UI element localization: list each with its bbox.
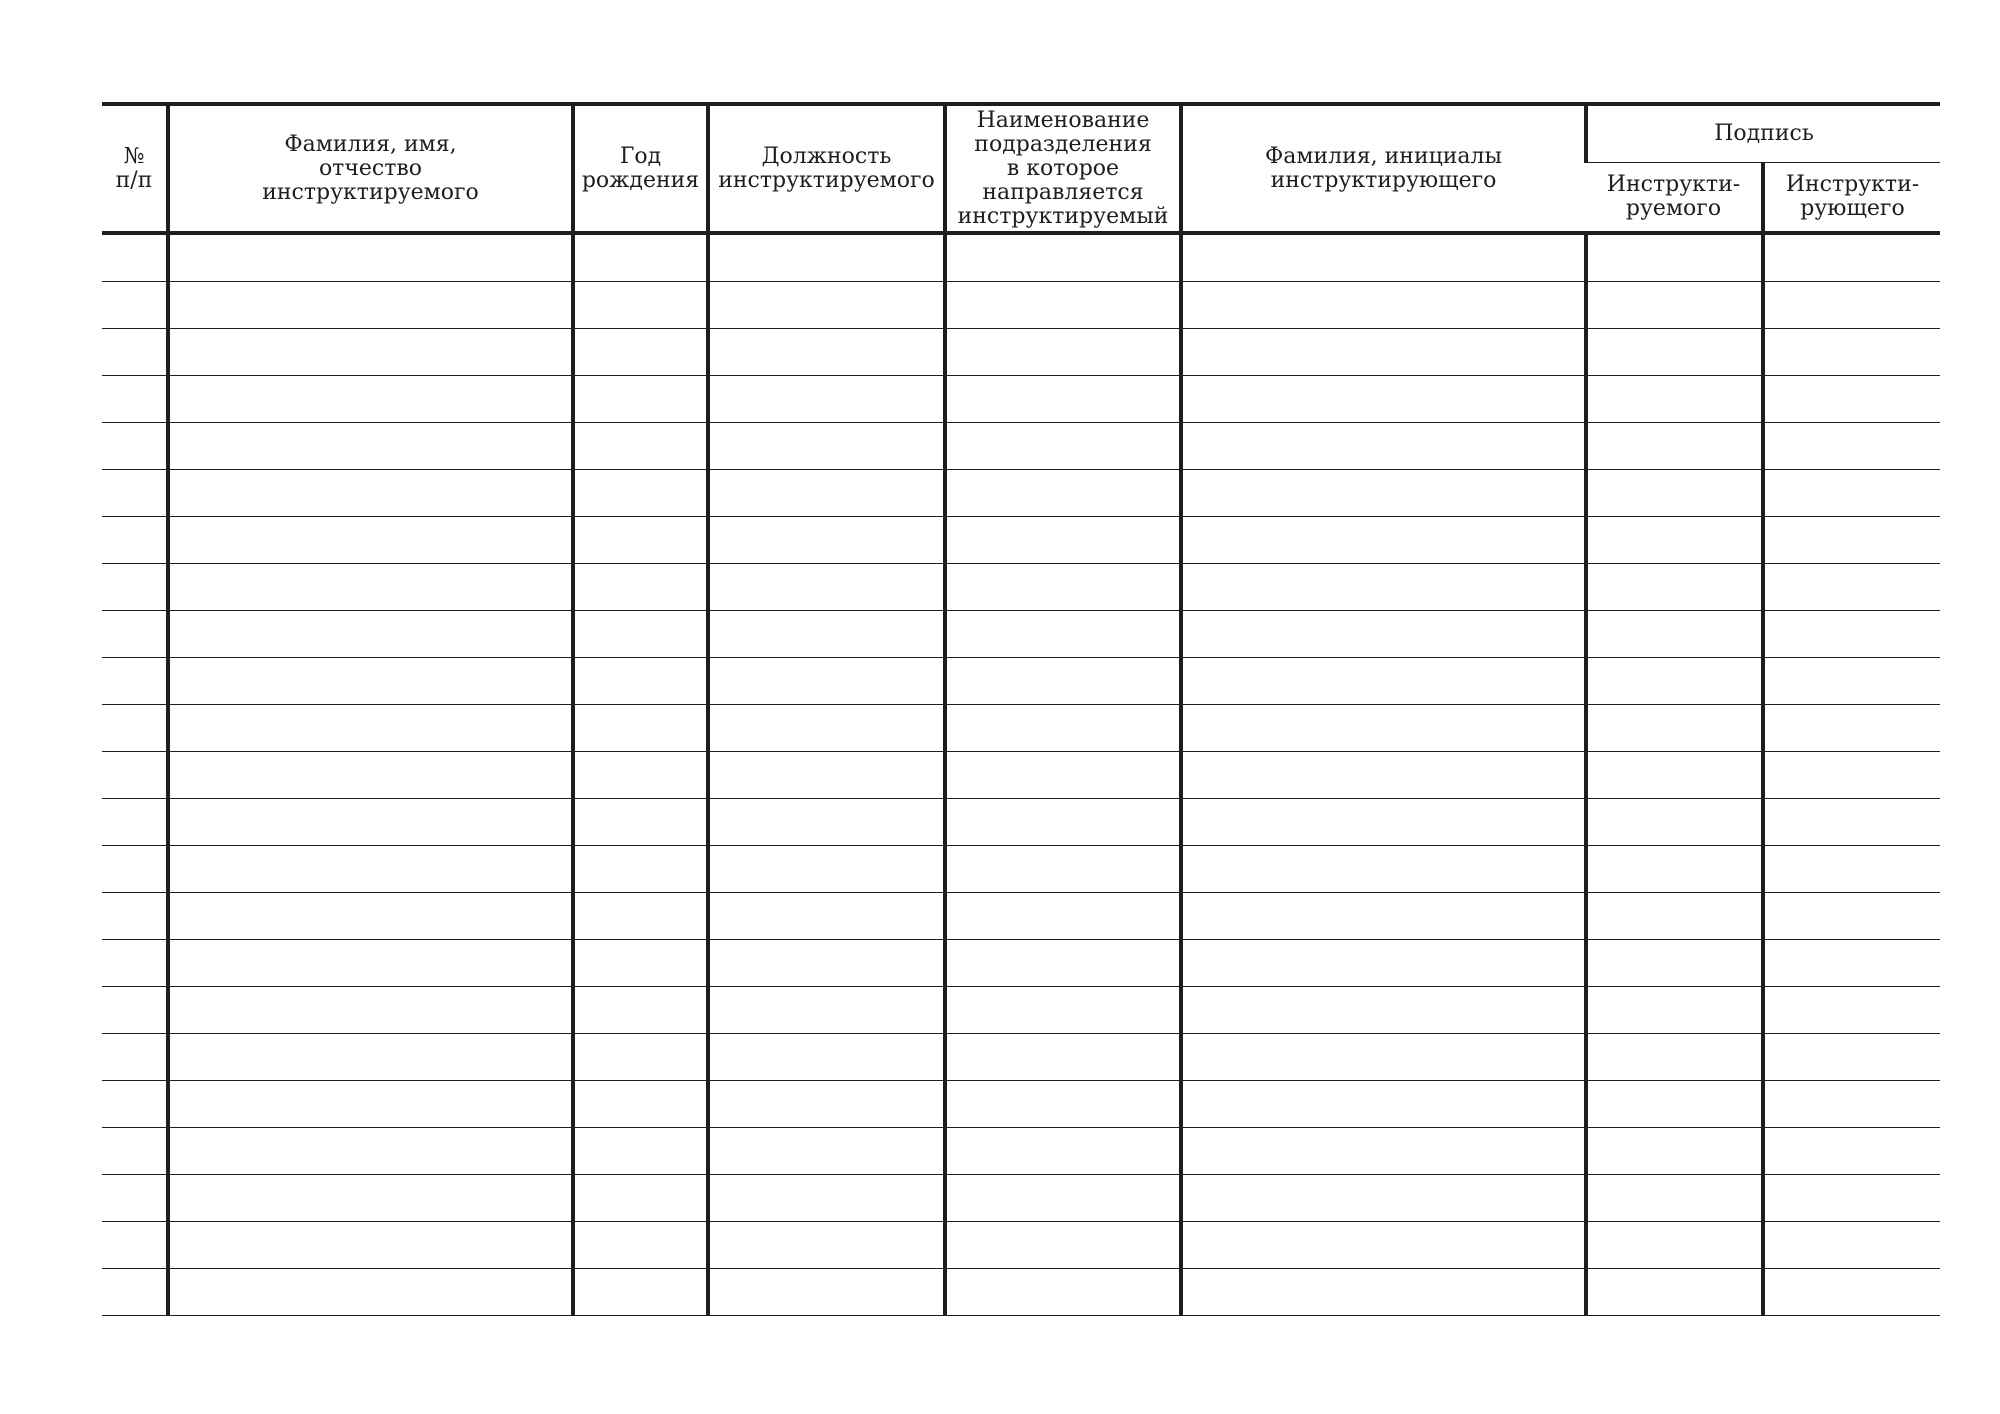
cell-full-name[interactable] — [168, 423, 573, 470]
cell-num[interactable] — [102, 1269, 168, 1316]
cell-full-name[interactable] — [168, 282, 573, 329]
cell-position[interactable] — [708, 329, 945, 376]
cell-department[interactable] — [945, 423, 1181, 470]
cell-full-name[interactable] — [168, 752, 573, 799]
cell-num[interactable] — [102, 233, 168, 282]
cell-department[interactable] — [945, 940, 1181, 987]
cell-department[interactable] — [945, 1175, 1181, 1222]
cell-department[interactable] — [945, 893, 1181, 940]
cell-full-name[interactable] — [168, 1034, 573, 1081]
table-row — [102, 1034, 1940, 1081]
cell-signature-instructor[interactable] — [1763, 752, 1940, 799]
cell-signature-instructor[interactable] — [1763, 1269, 1940, 1316]
cell-signature-instructor[interactable] — [1763, 1222, 1940, 1269]
table-row — [102, 987, 1940, 1034]
cell-department[interactable] — [945, 987, 1181, 1034]
cell-full-name[interactable] — [168, 1128, 573, 1175]
cell-full-name[interactable] — [168, 1175, 573, 1222]
header-signature-instructed: Инструкти- руемого — [1586, 163, 1763, 234]
cell-birth-year[interactable] — [573, 705, 708, 752]
cell-department[interactable] — [945, 799, 1181, 846]
cell-signature-instructed[interactable] — [1586, 423, 1763, 470]
table-row — [102, 1175, 1940, 1222]
cell-signature-instructed[interactable] — [1586, 329, 1763, 376]
cell-num[interactable] — [102, 893, 168, 940]
cell-num[interactable] — [102, 1034, 168, 1081]
cell-signature-instructed[interactable] — [1586, 940, 1763, 987]
cell-signature-instructed[interactable] — [1586, 1081, 1763, 1128]
table-row — [102, 799, 1940, 846]
table-row — [102, 329, 1940, 376]
cell-num[interactable] — [102, 470, 168, 517]
cell-full-name[interactable] — [168, 658, 573, 705]
table-row — [102, 1081, 1940, 1128]
cell-birth-year[interactable] — [573, 1128, 708, 1175]
cell-position[interactable] — [708, 611, 945, 658]
cell-department[interactable] — [945, 752, 1181, 799]
table-row — [102, 1128, 1940, 1175]
cell-department[interactable] — [945, 517, 1181, 564]
cell-birth-year[interactable] — [573, 799, 708, 846]
table-row — [102, 893, 1940, 940]
cell-department[interactable] — [945, 611, 1181, 658]
cell-instructor-name[interactable] — [1181, 1081, 1586, 1128]
cell-signature-instructor[interactable] — [1763, 423, 1940, 470]
cell-num[interactable] — [102, 611, 168, 658]
cell-signature-instructor[interactable] — [1763, 282, 1940, 329]
cell-signature-instructed[interactable] — [1586, 611, 1763, 658]
cell-signature-instructor[interactable] — [1763, 376, 1940, 423]
cell-birth-year[interactable] — [573, 329, 708, 376]
cell-full-name[interactable] — [168, 705, 573, 752]
cell-signature-instructed[interactable] — [1586, 233, 1763, 282]
cell-instructor-name[interactable] — [1181, 940, 1586, 987]
header-full-name: Фамилия, имя, отчество инструктируемого — [168, 104, 573, 233]
cell-birth-year[interactable] — [573, 940, 708, 987]
cell-position[interactable] — [708, 940, 945, 987]
cell-full-name[interactable] — [168, 893, 573, 940]
table-row — [102, 376, 1940, 423]
cell-birth-year[interactable] — [573, 893, 708, 940]
cell-num[interactable] — [102, 752, 168, 799]
table-row — [102, 752, 1940, 799]
cell-signature-instructor[interactable] — [1763, 658, 1940, 705]
table-row — [102, 846, 1940, 893]
cell-num[interactable] — [102, 564, 168, 611]
cell-signature-instructor[interactable] — [1763, 517, 1940, 564]
cell-position[interactable] — [708, 1269, 945, 1316]
cell-instructor-name[interactable] — [1181, 893, 1586, 940]
cell-num[interactable] — [102, 658, 168, 705]
cell-signature-instructor[interactable] — [1763, 799, 1940, 846]
cell-instructor-name[interactable] — [1181, 470, 1586, 517]
cell-signature-instructed[interactable] — [1586, 1128, 1763, 1175]
cell-position[interactable] — [708, 423, 945, 470]
header-department: Наименование подразделения в которое направляется инструктируемый — [945, 104, 1181, 233]
cell-birth-year[interactable] — [573, 1269, 708, 1316]
cell-birth-year[interactable] — [573, 1034, 708, 1081]
cell-signature-instructed[interactable] — [1586, 517, 1763, 564]
header-position: Должность инструктируемого — [708, 104, 945, 233]
cell-num[interactable] — [102, 376, 168, 423]
cell-num[interactable] — [102, 423, 168, 470]
cell-instructor-name[interactable] — [1181, 233, 1586, 282]
cell-department[interactable] — [945, 282, 1181, 329]
cell-birth-year[interactable] — [573, 423, 708, 470]
cell-signature-instructed[interactable] — [1586, 470, 1763, 517]
cell-signature-instructed[interactable] — [1586, 846, 1763, 893]
cell-position[interactable] — [708, 1175, 945, 1222]
cell-signature-instructor[interactable] — [1763, 1128, 1940, 1175]
header-num: № п/п — [102, 104, 168, 233]
cell-position[interactable] — [708, 376, 945, 423]
cell-signature-instructor[interactable] — [1763, 940, 1940, 987]
cell-birth-year[interactable] — [573, 611, 708, 658]
cell-full-name[interactable] — [168, 846, 573, 893]
cell-signature-instructor[interactable] — [1763, 987, 1940, 1034]
cell-num[interactable] — [102, 1081, 168, 1128]
cell-num[interactable] — [102, 1175, 168, 1222]
cell-full-name[interactable] — [168, 611, 573, 658]
table-row — [102, 470, 1940, 517]
table-row — [102, 1222, 1940, 1269]
table-row — [102, 282, 1940, 329]
cell-birth-year[interactable] — [573, 564, 708, 611]
cell-num[interactable] — [102, 282, 168, 329]
cell-full-name[interactable] — [168, 376, 573, 423]
cell-full-name[interactable] — [168, 329, 573, 376]
cell-signature-instructor[interactable] — [1763, 1034, 1940, 1081]
cell-signature-instructor[interactable] — [1763, 1175, 1940, 1222]
cell-instructor-name[interactable] — [1181, 1269, 1586, 1316]
cell-birth-year[interactable] — [573, 752, 708, 799]
cell-signature-instructor[interactable] — [1763, 564, 1940, 611]
cell-num[interactable] — [102, 329, 168, 376]
cell-full-name[interactable] — [168, 987, 573, 1034]
cell-instructor-name[interactable] — [1181, 423, 1586, 470]
cell-full-name[interactable] — [168, 564, 573, 611]
cell-department[interactable] — [945, 1269, 1181, 1316]
table-row — [102, 658, 1940, 705]
cell-birth-year[interactable] — [573, 1081, 708, 1128]
cell-instructor-name[interactable] — [1181, 564, 1586, 611]
cell-position[interactable] — [708, 564, 945, 611]
cell-instructor-name[interactable] — [1181, 1222, 1586, 1269]
cell-instructor-name[interactable] — [1181, 1128, 1586, 1175]
cell-signature-instructed[interactable] — [1586, 799, 1763, 846]
cell-department[interactable] — [945, 1222, 1181, 1269]
cell-instructor-name[interactable] — [1181, 1034, 1586, 1081]
cell-department[interactable] — [945, 705, 1181, 752]
cell-birth-year[interactable] — [573, 846, 708, 893]
table-row — [102, 564, 1940, 611]
cell-signature-instructed[interactable] — [1586, 893, 1763, 940]
cell-department[interactable] — [945, 1081, 1181, 1128]
cell-signature-instructor[interactable] — [1763, 233, 1940, 282]
cell-signature-instructed[interactable] — [1586, 1222, 1763, 1269]
header-instructor-name: Фамилия, инициалы инструктирующего — [1181, 104, 1586, 233]
cell-position[interactable] — [708, 1081, 945, 1128]
header-signature: Подпись — [1586, 104, 1940, 163]
cell-birth-year[interactable] — [573, 376, 708, 423]
cell-position[interactable] — [708, 705, 945, 752]
cell-department[interactable] — [945, 658, 1181, 705]
cell-full-name[interactable] — [168, 1222, 573, 1269]
cell-position[interactable] — [708, 987, 945, 1034]
cell-department[interactable] — [945, 564, 1181, 611]
cell-full-name[interactable] — [168, 799, 573, 846]
cell-signature-instructor[interactable] — [1763, 1081, 1940, 1128]
cell-position[interactable] — [708, 1222, 945, 1269]
cell-birth-year[interactable] — [573, 233, 708, 282]
cell-instructor-name[interactable] — [1181, 799, 1586, 846]
cell-department[interactable] — [945, 233, 1181, 282]
cell-signature-instructor[interactable] — [1763, 846, 1940, 893]
cell-department[interactable] — [945, 846, 1181, 893]
cell-instructor-name[interactable] — [1181, 611, 1586, 658]
cell-signature-instructed[interactable] — [1586, 752, 1763, 799]
header-signature-instructor: Инструкти- рующего — [1763, 163, 1940, 234]
cell-instructor-name[interactable] — [1181, 376, 1586, 423]
cell-department[interactable] — [945, 329, 1181, 376]
header-birth-year: Год рождения — [573, 104, 708, 233]
cell-signature-instructor[interactable] — [1763, 611, 1940, 658]
cell-instructor-name[interactable] — [1181, 517, 1586, 564]
cell-instructor-name[interactable] — [1181, 987, 1586, 1034]
table-row — [102, 517, 1940, 564]
cell-num[interactable] — [102, 1128, 168, 1175]
cell-birth-year[interactable] — [573, 1222, 708, 1269]
cell-department[interactable] — [945, 1034, 1181, 1081]
cell-full-name[interactable] — [168, 940, 573, 987]
cell-signature-instructed[interactable] — [1586, 376, 1763, 423]
cell-signature-instructed[interactable] — [1586, 658, 1763, 705]
cell-signature-instructor[interactable] — [1763, 893, 1940, 940]
cell-instructor-name[interactable] — [1181, 658, 1586, 705]
table-row — [102, 423, 1940, 470]
cell-signature-instructed[interactable] — [1586, 987, 1763, 1034]
cell-position[interactable] — [708, 1034, 945, 1081]
cell-instructor-name[interactable] — [1181, 752, 1586, 799]
cell-position[interactable] — [708, 517, 945, 564]
cell-instructor-name[interactable] — [1181, 846, 1586, 893]
table-row — [102, 1269, 1940, 1316]
cell-num[interactable] — [102, 846, 168, 893]
cell-num[interactable] — [102, 517, 168, 564]
cell-department[interactable] — [945, 1128, 1181, 1175]
cell-num[interactable] — [102, 705, 168, 752]
cell-signature-instructed[interactable] — [1586, 1269, 1763, 1316]
cell-full-name[interactable] — [168, 1269, 573, 1316]
cell-instructor-name[interactable] — [1181, 329, 1586, 376]
cell-department[interactable] — [945, 376, 1181, 423]
cell-position[interactable] — [708, 1128, 945, 1175]
cell-position[interactable] — [708, 799, 945, 846]
cell-instructor-name[interactable] — [1181, 282, 1586, 329]
cell-signature-instructed[interactable] — [1586, 1034, 1763, 1081]
cell-full-name[interactable] — [168, 517, 573, 564]
cell-signature-instructed[interactable] — [1586, 282, 1763, 329]
cell-num[interactable] — [102, 1222, 168, 1269]
cell-signature-instructor[interactable] — [1763, 470, 1940, 517]
cell-birth-year[interactable] — [573, 1175, 708, 1222]
cell-signature-instructed[interactable] — [1586, 1175, 1763, 1222]
cell-full-name[interactable] — [168, 1081, 573, 1128]
instruction-log-table — [102, 102, 1940, 1316]
cell-signature-instructed[interactable] — [1586, 564, 1763, 611]
cell-instructor-name[interactable] — [1181, 705, 1586, 752]
cell-full-name[interactable] — [168, 470, 573, 517]
cell-birth-year[interactable] — [573, 282, 708, 329]
cell-birth-year[interactable] — [573, 470, 708, 517]
cell-full-name[interactable] — [168, 233, 573, 282]
table-row — [102, 705, 1940, 752]
cell-birth-year[interactable] — [573, 658, 708, 705]
table-row — [102, 611, 1940, 658]
cell-signature-instructor[interactable] — [1763, 705, 1940, 752]
cell-num[interactable] — [102, 987, 168, 1034]
cell-birth-year[interactable] — [573, 987, 708, 1034]
cell-signature-instructed[interactable] — [1586, 705, 1763, 752]
cell-birth-year[interactable] — [573, 517, 708, 564]
cell-department[interactable] — [945, 470, 1181, 517]
cell-num[interactable] — [102, 799, 168, 846]
table-row — [102, 233, 1940, 282]
table-row — [102, 940, 1940, 987]
cell-instructor-name[interactable] — [1181, 1175, 1586, 1222]
cell-num[interactable] — [102, 940, 168, 987]
cell-position[interactable] — [708, 233, 945, 282]
cell-position[interactable] — [708, 752, 945, 799]
cell-position[interactable] — [708, 893, 945, 940]
cell-position[interactable] — [708, 282, 945, 329]
cell-position[interactable] — [708, 470, 945, 517]
cell-signature-instructor[interactable] — [1763, 329, 1940, 376]
cell-position[interactable] — [708, 658, 945, 705]
table-body — [102, 233, 1940, 1316]
cell-position[interactable] — [708, 846, 945, 893]
